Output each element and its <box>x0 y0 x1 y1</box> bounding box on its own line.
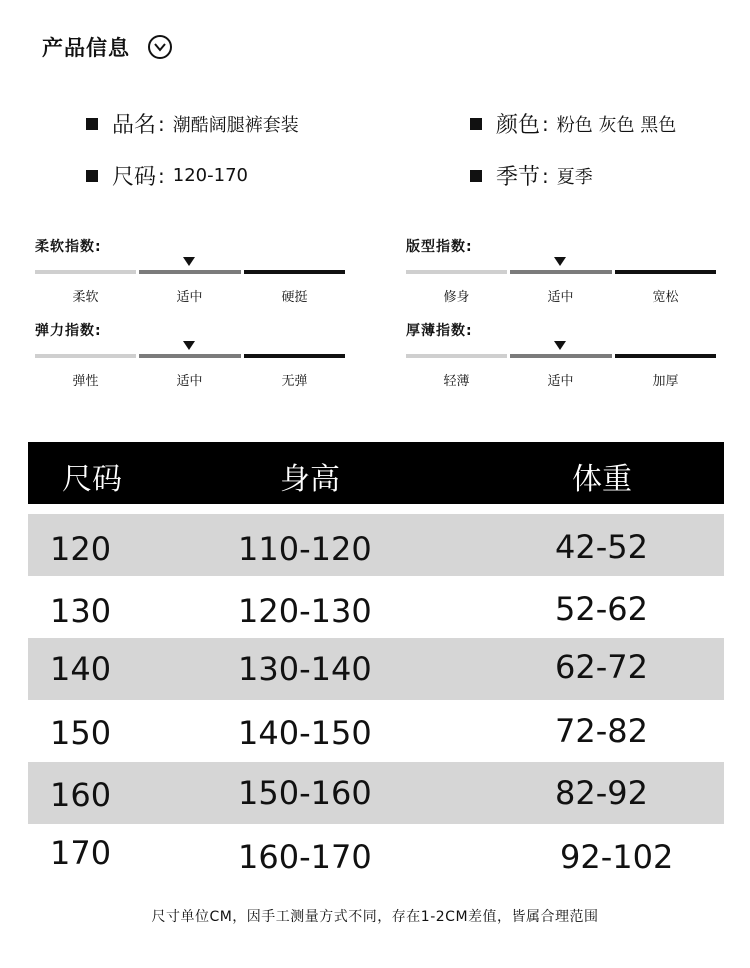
index-bar-mid <box>510 354 612 358</box>
info-season <box>470 160 593 191</box>
index-label: 弹性 <box>72 374 99 389</box>
table-row <box>28 576 724 638</box>
info-value: 粉色 灰色 黑色 <box>556 114 677 136</box>
index-label: 轻薄 <box>443 374 470 389</box>
cell-height: 120-130 <box>238 592 372 630</box>
info-value: 潮酷阔腿裤套装 <box>172 114 299 136</box>
index-label: 修身 <box>443 290 470 305</box>
cell-weight: 72-82 <box>555 712 648 750</box>
cell-height: 110-120 <box>238 530 372 568</box>
table-row <box>28 638 724 700</box>
index-bar-high <box>615 270 716 274</box>
cell-height: 160-170 <box>238 838 372 876</box>
info-key: 尺码 <box>112 165 157 190</box>
cell-size: 120 <box>50 530 112 568</box>
bullet-square-icon <box>470 118 482 130</box>
info-product-name <box>86 108 299 139</box>
index-label: 宽松 <box>652 290 679 305</box>
fit-index <box>406 236 716 312</box>
header-size: 尺码 <box>62 462 122 497</box>
index-bar-mid <box>139 354 241 358</box>
header-height: 身高 <box>280 462 340 497</box>
index-bar-low <box>35 270 136 274</box>
info-separator: : <box>158 163 165 188</box>
info-color <box>470 108 676 139</box>
index-title: 弹力指数: <box>35 323 102 339</box>
index-label: 硬挺 <box>281 290 308 305</box>
section-title: 产品信息 <box>42 36 130 60</box>
info-separator: : <box>158 111 165 136</box>
cell-weight: 52-62 <box>555 590 648 628</box>
measurement-note: 尺寸单位CM，因手工测量方式不同，存在1-2CM差值，皆属合理范围 <box>151 909 599 925</box>
cell-height: 150-160 <box>238 774 372 812</box>
index-bar-low <box>35 354 136 358</box>
index-bar-low <box>406 354 507 358</box>
index-marker-icon <box>183 341 195 350</box>
size-table <box>28 442 724 876</box>
chevron-down-circle-icon[interactable] <box>148 35 172 59</box>
index-bar-high <box>615 354 716 358</box>
index-bar-high <box>244 270 345 274</box>
info-key: 季节 <box>496 165 541 190</box>
info-separator: : <box>542 163 549 188</box>
index-label: 无弹 <box>281 374 308 389</box>
info-value: 120-170 <box>172 165 248 186</box>
index-title: 厚薄指数: <box>406 323 473 339</box>
index-label: 适中 <box>176 374 203 389</box>
cell-size: 170 <box>50 834 112 872</box>
cell-weight: 42-52 <box>555 528 648 566</box>
thickness-index <box>406 320 716 396</box>
cell-size: 160 <box>50 776 112 814</box>
info-size <box>86 160 248 191</box>
index-label: 适中 <box>547 374 574 389</box>
header-weight: 体重 <box>572 462 632 497</box>
cell-weight: 82-92 <box>555 774 648 812</box>
index-label: 加厚 <box>652 374 679 389</box>
info-value: 夏季 <box>556 166 593 188</box>
softness-index <box>35 236 345 312</box>
info-separator: : <box>542 111 549 136</box>
bullet-square-icon <box>86 170 98 182</box>
cell-height: 140-150 <box>238 714 372 752</box>
index-bar-mid <box>139 270 241 274</box>
bullet-square-icon <box>86 118 98 130</box>
index-bar-mid <box>510 270 612 274</box>
bullet-square-icon <box>470 170 482 182</box>
info-key: 品名 <box>112 113 157 138</box>
index-bar-low <box>406 270 507 274</box>
index-marker-icon <box>554 341 566 350</box>
cell-weight: 92-102 <box>560 838 674 876</box>
index-title: 版型指数: <box>406 239 473 255</box>
index-label: 柔软 <box>72 290 99 305</box>
cell-size: 140 <box>50 650 112 688</box>
cell-size: 150 <box>50 714 112 752</box>
info-key: 颜色 <box>496 113 541 138</box>
index-bar-high <box>244 354 345 358</box>
cell-weight: 62-72 <box>555 648 648 686</box>
table-row <box>28 824 724 886</box>
cell-size: 130 <box>50 592 112 630</box>
index-marker-icon <box>554 257 566 266</box>
cell-height: 130-140 <box>238 650 372 688</box>
table-row <box>28 700 724 762</box>
table-row <box>28 762 724 824</box>
index-label: 适中 <box>176 290 203 305</box>
section-header <box>42 32 172 62</box>
table-header <box>28 442 724 504</box>
index-marker-icon <box>183 257 195 266</box>
elasticity-index <box>35 320 345 396</box>
index-label: 适中 <box>547 290 574 305</box>
index-title: 柔软指数: <box>35 239 102 255</box>
table-row <box>28 514 724 576</box>
